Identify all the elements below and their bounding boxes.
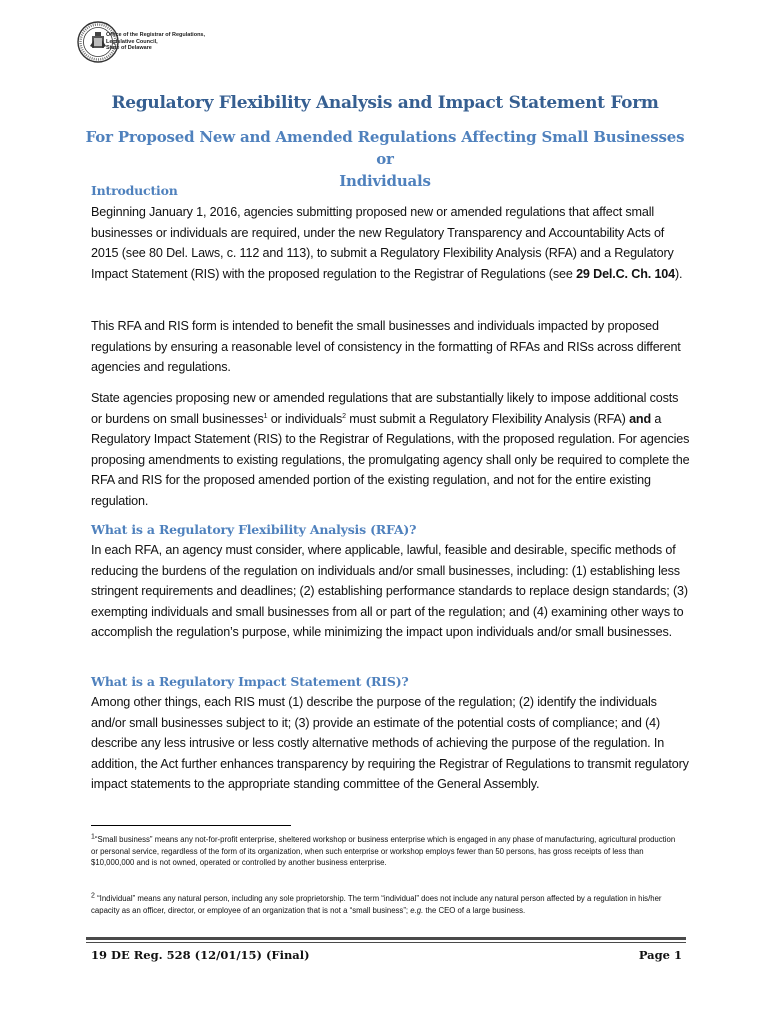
- intro-p3-text-a: State agencies proposing new or amended regulations that are substantially likely to impose additional costs or burdens on small businesses: [91, 391, 679, 426]
- page-number: Page 1: [638, 948, 682, 962]
- intro-p3-bold: and: [629, 411, 652, 426]
- footnote-2: [91, 893, 681, 916]
- subtitle-line-1: For Proposed New and Amended Regulations Affecting Small Businesses or: [85, 128, 685, 168]
- footnote-ref-1: 1: [263, 412, 268, 420]
- ris-heading: What is a Regulatory Impact Statement (RIS)?: [91, 674, 409, 689]
- document-title: Regulatory Flexibility Analysis and Impact Statement Form: [111, 93, 659, 113]
- intro-paragraph-2: This RFA and RIS form is intended to benefit the small businesses and individuals impacted by proposed regulations by ensuring a reasonable level of consistency in the formatting of RFAs and RISs across different agencies and regulations.: [91, 319, 681, 374]
- subtitle-line-2: Individuals: [339, 172, 431, 190]
- office-line-1: Office of the Registrar of Regulations,: [106, 32, 206, 38]
- introduction-heading: Introduction: [91, 183, 178, 198]
- ris-paragraph: Among other things, each RIS must (1) describe the purpose of the regulation; (2) identify the individuals and/or small businesses subject to it; (3) provide an estimate of the potential costs of compliance; and (4) describe any less intrusive or less costly alternative methods of achieving the purpose of the regulation. In addition, the Act further enhances transparency by requiring the Registrar of Regulations to transmit regulatory impact statements to the appropriate standing committee of the General Assembly.: [91, 695, 689, 791]
- rfa-heading: What is a Regulatory Flexibility Analysis (RFA)?: [91, 522, 417, 537]
- intro-paragraph-1: [91, 202, 691, 284]
- footer-rule-thick: [86, 937, 686, 940]
- footnote-1: [91, 834, 681, 869]
- intro-p3-text-d: a Regulatory Impact Statement (RIS) to the Registrar of Regulations, with the proposed regulation. For agencies proposing amendments to existing regulations, the promulgating agency shall only be required to complete the RFA and RIS for the proposed amended portion of the existing regulation, and not for the entire existing regulation.: [91, 411, 690, 508]
- office-line-3: State of Delaware: [106, 45, 152, 51]
- statute-reference-link[interactable]: 29 Del.C. Ch. 104: [576, 266, 676, 281]
- footnote-2-mark: 2: [91, 892, 95, 900]
- intro-p1-end: ).: [675, 266, 683, 281]
- office-line-2: Legislative Council,: [106, 38, 158, 45]
- intro-paragraph-3: [91, 388, 691, 511]
- footnote-ref-2: 2: [342, 412, 346, 420]
- rfa-paragraph: In each RFA, an agency must consider, where applicable, lawful, feasible and desirable, specific methods of reducing the burdens of the regulation on individuals and/or small businesses, including: (1) establishing less stringent requirements and deadlines; (2) establishing performance standards to replace design standards; (3) exempting individuals and small businesses from all or part of the regulation; and (4) examining other ways to accomplish the regulation’s purpose, while minimizing the impact upon individuals and/or small businesses.: [91, 543, 688, 639]
- intro-p1-text: Beginning January 1, 2016, agencies submitting proposed new or amended regulations that affect small businesses or individuals are required, under the new Regulatory Transparency and Accountability Acts of 2015 (see 80 Del. Laws, c. 112 and 113), to submit a Regulatory Flexibility Analysis (RFA) and a Regulatory Impact Statement (RIS) with the proposed regulation to the Registrar of Regulations (see: [91, 205, 674, 281]
- intro-p3-text-b: or individuals: [267, 411, 343, 426]
- footnote-separator: [91, 825, 291, 826]
- footnote-2-text-a: “Individual” means any natural person, including any sole proprietorship. The term “individual” does not include any natural person affected by a regulation in his/her capacity as an officer, director, or employee of an organization that is not a “small business”;: [91, 894, 662, 915]
- register-citation: 19 DE Reg. 528 (12/01/15) (Final): [91, 948, 310, 962]
- intro-p3-text-c: must submit a Regulatory Flexibility Analysis (RFA): [345, 411, 630, 426]
- footer-rule-thin: [86, 942, 686, 943]
- office-name: [106, 32, 205, 52]
- footnote-1-text: “Small business” means any not-for-profit enterprise, sheltered workshop or business enterprise which is engaged in any phase of manufacturing, agricultural production or personal service, regardless of the form of its organization, when such enterprise or workshop employs fewer than 50 persons, has gross receipts of less than $10,000,000 and is not owned, operated or controlled by another business enterprise.: [91, 835, 676, 868]
- footnote-2-text-b: the CEO of a large business.: [423, 905, 526, 915]
- footnote-2-italic: e.g.: [410, 905, 424, 915]
- footnote-1-mark: 1: [91, 833, 95, 841]
